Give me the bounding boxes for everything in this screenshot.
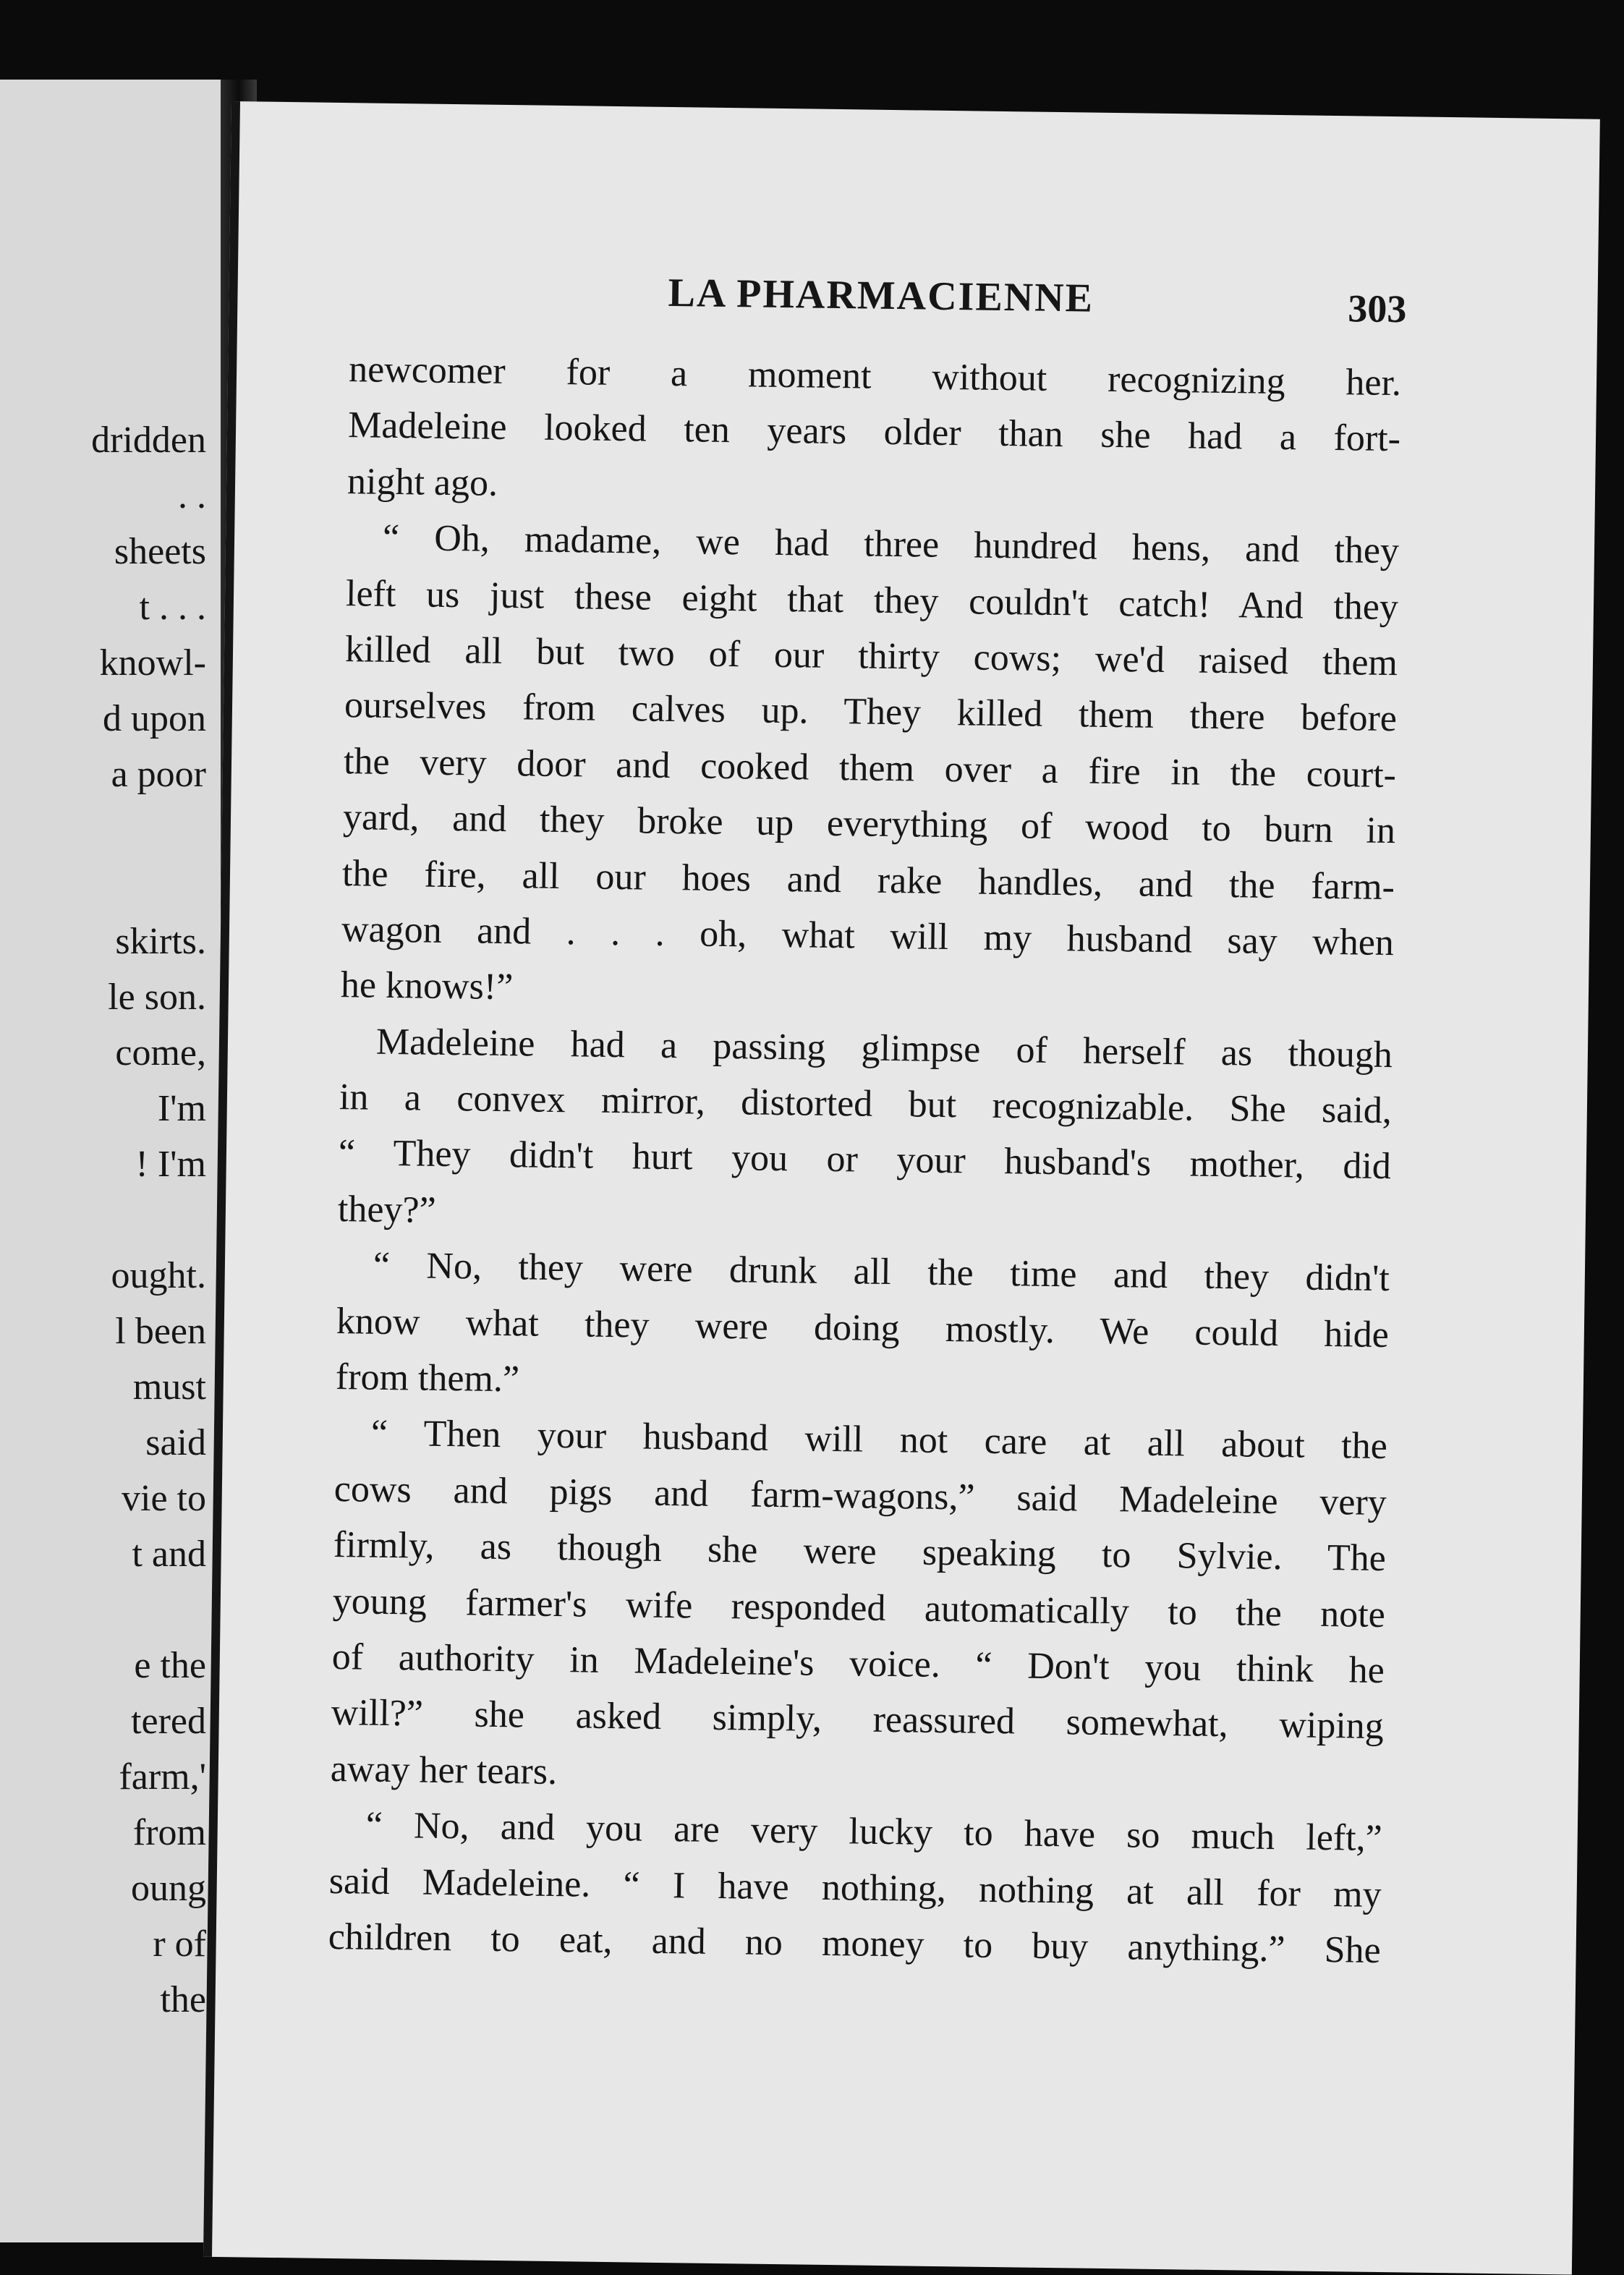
text-line: night ago. bbox=[347, 460, 498, 504]
text-line: said Madeleine. “ I have nothing, nothing at all for my bbox=[328, 1860, 1382, 1915]
text-line: Madeleine looked ten years older than she had a fort- bbox=[347, 404, 1401, 460]
text-line: of authority in Madeleine's voice. “ Don't you think he bbox=[331, 1636, 1385, 1692]
text-line: “ No, they were drunk all the time and they didn't bbox=[373, 1244, 1390, 1300]
left-page-line: d upon bbox=[103, 698, 206, 739]
text-line: “ They didn't hurt you or your husband's mother, did bbox=[338, 1132, 1392, 1188]
left-page-line: knowl- bbox=[99, 642, 206, 684]
left-page-line: sheets bbox=[114, 531, 206, 572]
text-line: in a convex mirror, distorted but recognizable. She said, bbox=[339, 1076, 1393, 1132]
text-line: young farmer's wife responded automatically to the note bbox=[332, 1580, 1386, 1636]
left-page bbox=[0, 80, 221, 2242]
text-line: Madeleine had a passing glimpse of herself as though bbox=[375, 1021, 1393, 1076]
left-page-line: ought. bbox=[111, 1255, 206, 1296]
text-line: know what they were doing mostly. We could hide bbox=[336, 1300, 1390, 1356]
text-line: “ No, and you are very lucky to have so much left,” bbox=[365, 1804, 1383, 1860]
text-line: firmly, as though she were speaking to Sylvie. The bbox=[333, 1524, 1387, 1580]
text-line: wagon and . . . oh, what will my husband say when bbox=[341, 908, 1395, 964]
text-line: “ Oh, madame, we had three hundred hens, and they bbox=[382, 516, 1400, 572]
left-page-text-column bbox=[4, 412, 206, 2028]
left-page-line bbox=[4, 802, 206, 858]
left-page-line: t . . . bbox=[139, 587, 206, 628]
left-page-line bbox=[4, 1192, 206, 1248]
left-page-line: . . bbox=[178, 475, 206, 516]
page-number: 303 bbox=[1347, 286, 1407, 331]
left-page-line bbox=[4, 858, 206, 914]
text-line: killed all but two of our thirty cows; we'd raised them bbox=[344, 629, 1398, 684]
left-page-line: a poor bbox=[111, 754, 206, 795]
left-page-line: the bbox=[160, 1979, 206, 2020]
text-line: newcomer for a moment without recognizing her. bbox=[348, 349, 1402, 404]
left-page-line: from bbox=[132, 1812, 206, 1853]
text-line: “ Then your husband will not care at all about the bbox=[370, 1413, 1388, 1468]
left-page-line: vie to bbox=[122, 1478, 206, 1519]
left-page-line: dridden bbox=[91, 420, 206, 461]
text-line: will?” she asked simply, reassured somewhat, wiping bbox=[331, 1692, 1385, 1748]
left-page-line: ! I'm bbox=[135, 1144, 206, 1185]
text-line: yard, and they broke up everything of wood to burn in bbox=[342, 796, 1396, 852]
text-line: the very door and cooked them over a fire in the court- bbox=[343, 740, 1397, 796]
left-page-line: l been bbox=[115, 1311, 206, 1352]
left-page-line: oung bbox=[131, 1868, 206, 1909]
text-line: from them.” bbox=[335, 1356, 520, 1400]
right-page bbox=[203, 101, 1600, 2275]
left-page-line: farm,' bbox=[119, 1756, 206, 1798]
text-line: left us just these eight that they couldn't catch! And they bbox=[345, 572, 1399, 628]
left-page-line: said bbox=[145, 1422, 206, 1463]
left-page-line bbox=[4, 1582, 206, 1638]
running-head: LA PHARMACIENNE bbox=[668, 270, 1094, 321]
text-line: children to eat, and no money to buy anything.” She bbox=[328, 1915, 1382, 1971]
left-page-line: tered bbox=[131, 1701, 206, 1742]
left-page-line: e the bbox=[134, 1645, 206, 1686]
left-page-line: must bbox=[132, 1366, 206, 1408]
left-page-line: r of bbox=[153, 1923, 206, 1965]
left-page-line: t and bbox=[132, 1534, 206, 1575]
text-line: away her tears. bbox=[330, 1748, 558, 1793]
text-line: the fire, all our hoes and rake handles, and the farm- bbox=[341, 852, 1395, 908]
left-page-line: come, bbox=[115, 1032, 206, 1073]
text-line: they?” bbox=[337, 1188, 437, 1231]
text-line: cows and pigs and farm-wagons,” said Madeleine very bbox=[333, 1468, 1387, 1523]
left-page-line: I'm bbox=[157, 1088, 206, 1129]
text-line: ourselves from calves up. They killed them there before bbox=[344, 684, 1398, 740]
left-page-line: le son. bbox=[108, 977, 206, 1018]
left-page-line: skirts. bbox=[115, 921, 206, 962]
text-line: he knows!” bbox=[340, 964, 514, 1008]
body-text bbox=[328, 341, 1401, 1978]
